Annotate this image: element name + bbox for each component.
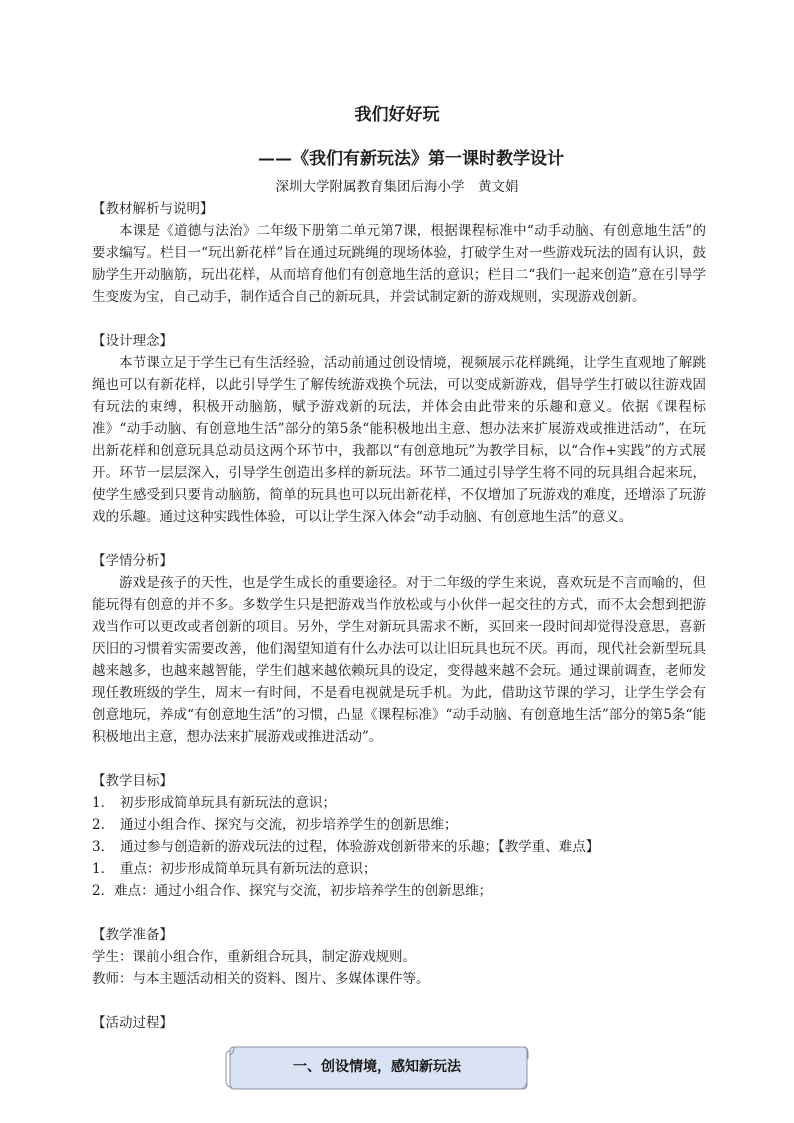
- banner-label: 一、创设情境，感知新玩法: [293, 1059, 461, 1075]
- document-subtitle: ——《我们有新玩法》第一课时教学设计: [258, 149, 564, 169]
- paragraph-concept: 本节课立足于学生已有生活经验，活动前通过创设情境，视频展示花样跳绳，让学生直观地了解跳绳也可以有新花样，以此引导学生了解传统游戏换个玩法，可以变成新游戏，倡导学生打破以往游戏固有玩法的束缚，积极开动脑筋，赋予游戏新的玩法，并体会由此带来的乐趣和意义。依据《课程标准》“动手动脑、有创意地生活”部分的第5条“能积极地出主意、想办法来扩展游戏或推进活动”，在玩出新花样和创意玩具总动员这两个环节中，我都以“有创意地玩”为教学目标，以“合作+实践”的方式展开。环节一层层深入，引导学生创造出多样的新玩法。环节二通过引导学生将不同的玩具组合起来玩，使学生感受到只要肯动脑筋，简单的玩具也可以玩出新花样，不仅增加了玩游戏的难度，还增添了玩游戏的乐趣。通过这种实践性体验，可以让学生深入体会“动手动脑、有创意地生活”的意义。: [92, 355, 706, 525]
- goal-item: 2． 通过小组合作、探究与交流，初步培养学生的创新思维；: [92, 817, 458, 833]
- scroll-banner: [224, 1041, 530, 1091]
- prep-teacher: 教师：与本主题活动相关的资料、图片、多媒体课件等。: [92, 971, 430, 987]
- section-heading-students: 【学情分析】: [92, 553, 173, 569]
- section-heading-process: 【活动过程】: [92, 1015, 173, 1031]
- paragraph-students: 游戏是孩子的天性，也是学生成长的重要途径。对于二年级的学生来说，喜欢玩是不言而喻的，但能玩得有创意的并不多。多数学生只是把游戏当作放松或与小伙伴一起交往的方式，而不太会想到把游戏当作可以更改或者创新的项目。另外，学生对新玩具需求不断，买回来一段时间却觉得没意思，喜新厌旧的习惯着实需要改善，他们渴望知道有什么办法可以让旧玩具也玩不厌。再而，现代社会新型玩具越来越多，也越来越智能，学生们越来越依赖玩具的设定，变得越来越不会玩。通过课前调查，老师发现任教班级的学生，周末一有时间，不是看电视就是玩手机。为此，借助这节课的学习，让学生学会有创意地玩，养成“有创意地生活”的习惯，凸显《课程标准》“动手动脑、有创意地生活”部分的第5条“能积极地出主意，想办法来扩展游戏或推进活动”。: [92, 575, 706, 745]
- section-heading-prep: 【教学准备】: [92, 927, 173, 943]
- section-heading-analysis: 【教材解析与说明】: [92, 201, 214, 217]
- key-point-item: 1． 重点：初步形成简单玩具有新玩法的意识；: [92, 861, 377, 877]
- document-author: 深圳大学附属教育集团后海小学 黄文娟: [275, 179, 519, 195]
- goal-item: 3． 通过参与创造新的游戏玩法的过程，体验游戏创新带来的乐趣；【教学重、难点】: [92, 839, 600, 855]
- difficulty-item: 2．难点：通过小组合作、探究与交流，初步培养学生的创新思维；: [92, 883, 493, 899]
- prep-students: 学生：课前小组合作，重新组合玩具，制定游戏规则。: [92, 949, 416, 965]
- section-heading-goals: 【教学目标】: [92, 773, 173, 789]
- section-heading-concept: 【设计理念】: [92, 333, 173, 349]
- document-title: 我们好好玩: [354, 105, 440, 125]
- goal-item: 1． 初步形成简单玩具有新玩法的意识；: [92, 795, 336, 811]
- paragraph-analysis: 本课是《道德与法治》二年级下册第二单元第7课，根据课程标准中“动手动脑、有创意地生活”的要求编写。栏目一“玩出新花样”旨在通过玩跳绳的现场体验，打破学生对一些游戏玩法的固有认识，鼓励学生开动脑筋，玩出花样，从而培育他们有创意地生活的意识；栏目二“我们一起来创造”意在引导学生变废为宝，自己动手，制作适合自己的新玩具，并尝试制定新的游戏规则，实现游戏创新。: [92, 223, 706, 305]
- document-body: [92, 198, 706, 1034]
